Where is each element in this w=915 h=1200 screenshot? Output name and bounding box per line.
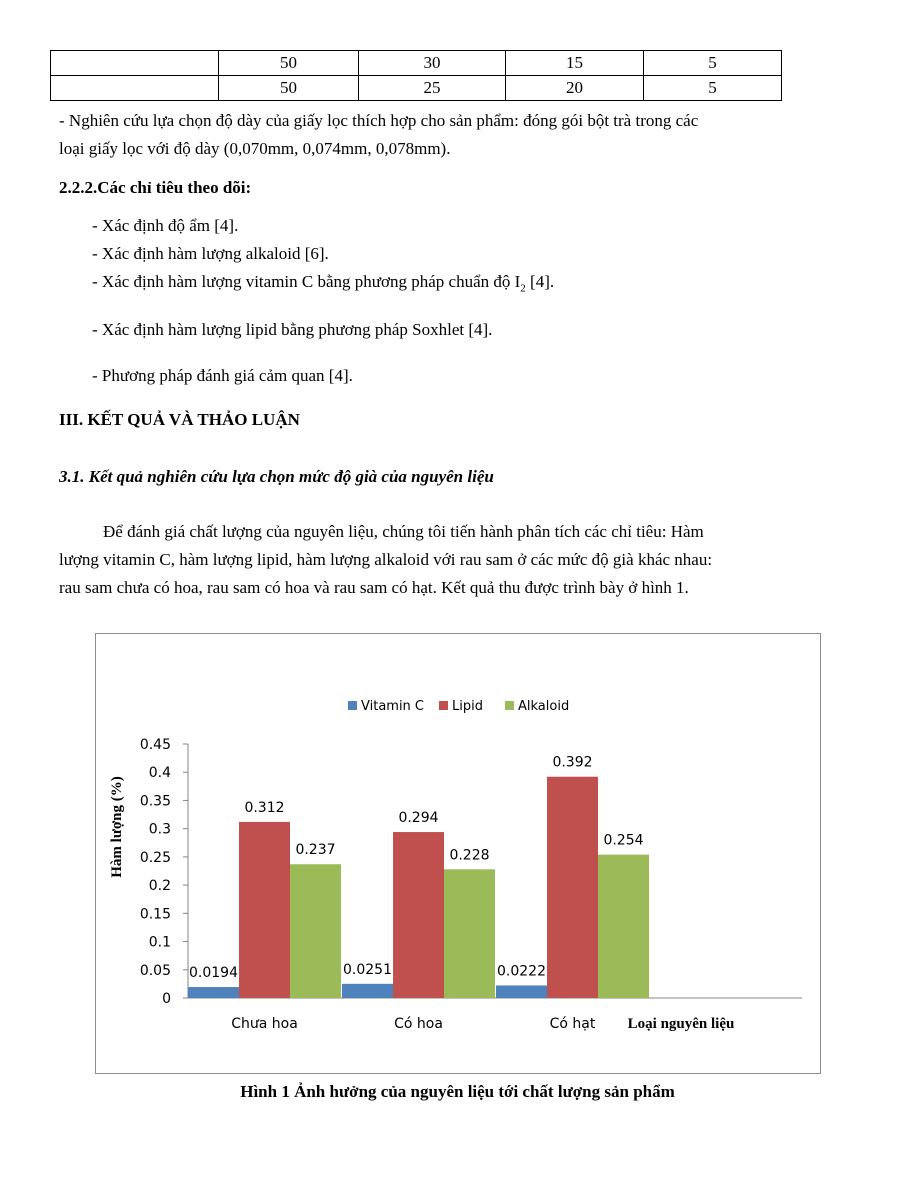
y-tick-label: 0.15 [139, 906, 171, 923]
list-item: - Xác định hàm lượng alkaloid [6]. [92, 244, 329, 263]
table-cell: 25 [359, 76, 506, 101]
data-label: 0.228 [449, 847, 490, 864]
data-label: 0.294 [398, 810, 439, 827]
list-item-text: - Xác định hàm lượng vitamin C bằng phương pháp chuẩn độ I [92, 272, 521, 291]
paragraph-line: lượng vitamin C, hàm lượng lipid, hàm lượng alkaloid với rau sam ở các mức độ già khác nhau: [59, 550, 713, 569]
table-cell: 15 [506, 51, 644, 76]
data-label: 0.0251 [343, 961, 392, 978]
subscript: 2 [520, 282, 526, 295]
legend-entry: Lipid [452, 699, 483, 714]
x-tick-label: Có hạt [549, 1016, 596, 1032]
bar-vitamin-c [188, 987, 239, 998]
legend-swatch [505, 701, 514, 710]
y-axis-title: Hàm lượng (%) [109, 776, 125, 878]
filter-paper-paragraph [59, 107, 857, 163]
bar-alkaloid [290, 864, 341, 998]
x-tick-label: Có hoa [394, 1016, 443, 1032]
section-3-1-heading: 3.1. Kết quả nghiên cứu lựa chọn mức độ già của nguyên liệu [59, 467, 494, 486]
bar-vitamin-c [496, 985, 547, 998]
table-cell [51, 76, 219, 101]
section-3-heading: III. KẾT QUẢ VÀ THẢO LUẬN [59, 410, 300, 429]
results-paragraph [59, 518, 857, 602]
y-tick-label: 0.2 [148, 878, 171, 895]
y-tick-label: 0 [162, 991, 171, 1007]
table-cell [51, 51, 219, 76]
parameter-table [50, 50, 782, 101]
y-tick-label: 0.1 [148, 934, 171, 951]
list-item: - Xác định hàm lượng lipid bằng phương pháp Soxhlet [4]. [92, 320, 493, 339]
table-cell: 5 [644, 76, 782, 101]
legend-entry: Alkaloid [518, 699, 570, 714]
table-cell: 5 [644, 51, 782, 76]
bar-alkaloid [444, 869, 495, 998]
x-axis-title: Loại nguyên liệu [627, 1016, 735, 1032]
y-tick-label: 0.35 [139, 793, 171, 810]
y-tick-label: 0.3 [148, 821, 171, 838]
paragraph-line: Để đánh giá chất lượng của nguyên liệu, chúng tôi tiến hành phân tích các chỉ tiêu: Hàm [103, 522, 704, 541]
data-label: 0.312 [244, 799, 285, 816]
legend-swatch [348, 701, 357, 710]
bar-alkaloid [598, 855, 649, 998]
figure-caption: Hình 1 Ảnh hưởng của nguyên liệu tới chất lượng sản phẩm [240, 1082, 675, 1101]
bar-chart [96, 634, 820, 1073]
x-tick-label: Chưa hoa [231, 1016, 298, 1032]
bar-lipid [239, 822, 290, 998]
bar-lipid [547, 777, 598, 998]
table-cell: 50 [219, 76, 359, 101]
list-item: - Xác định độ ẩm [4]. [92, 216, 239, 235]
paragraph-line: rau sam chưa có hoa, rau sam có hoa và rau sam có hạt. Kết quả thu được trình bày ở hình 1. [59, 578, 689, 597]
data-label: 0.0194 [189, 965, 238, 982]
paragraph-line: - Nghiên cứu lựa chọn độ dày của giấy lọc thích hợp cho sản phẩm: đóng gói bột trà trong các [59, 111, 699, 130]
table-cell: 50 [219, 51, 359, 76]
data-label: 0.392 [552, 754, 593, 771]
table-row [51, 76, 782, 101]
table-cell: 20 [506, 76, 644, 101]
table-cell: 30 [359, 51, 506, 76]
list-item-vitamin-c [92, 272, 554, 294]
figure-1-chart [95, 633, 821, 1074]
data-label: 0.0222 [497, 963, 546, 980]
bar-vitamin-c [342, 984, 393, 998]
paragraph-line: loại giấy lọc với độ dày (0,070mm, 0,074mm, 0,078mm). [59, 139, 451, 158]
table-row [51, 51, 782, 76]
y-tick-label: 0.05 [139, 962, 171, 979]
y-tick-label: 0.25 [139, 849, 171, 866]
y-tick-label: 0.45 [139, 737, 171, 753]
data-label: 0.254 [603, 832, 644, 849]
data-label: 0.237 [295, 842, 336, 859]
list-item-text: [4]. [525, 272, 555, 291]
section-2-2-2-heading: 2.2.2.Các chỉ tiêu theo dõi: [59, 178, 252, 197]
y-tick-label: 0.4 [148, 765, 171, 782]
bar-lipid [393, 832, 444, 998]
legend-swatch [439, 701, 448, 710]
list-item: - Phương pháp đánh giá cảm quan [4]. [92, 366, 353, 385]
legend-entry: Vitamin C [361, 699, 425, 714]
